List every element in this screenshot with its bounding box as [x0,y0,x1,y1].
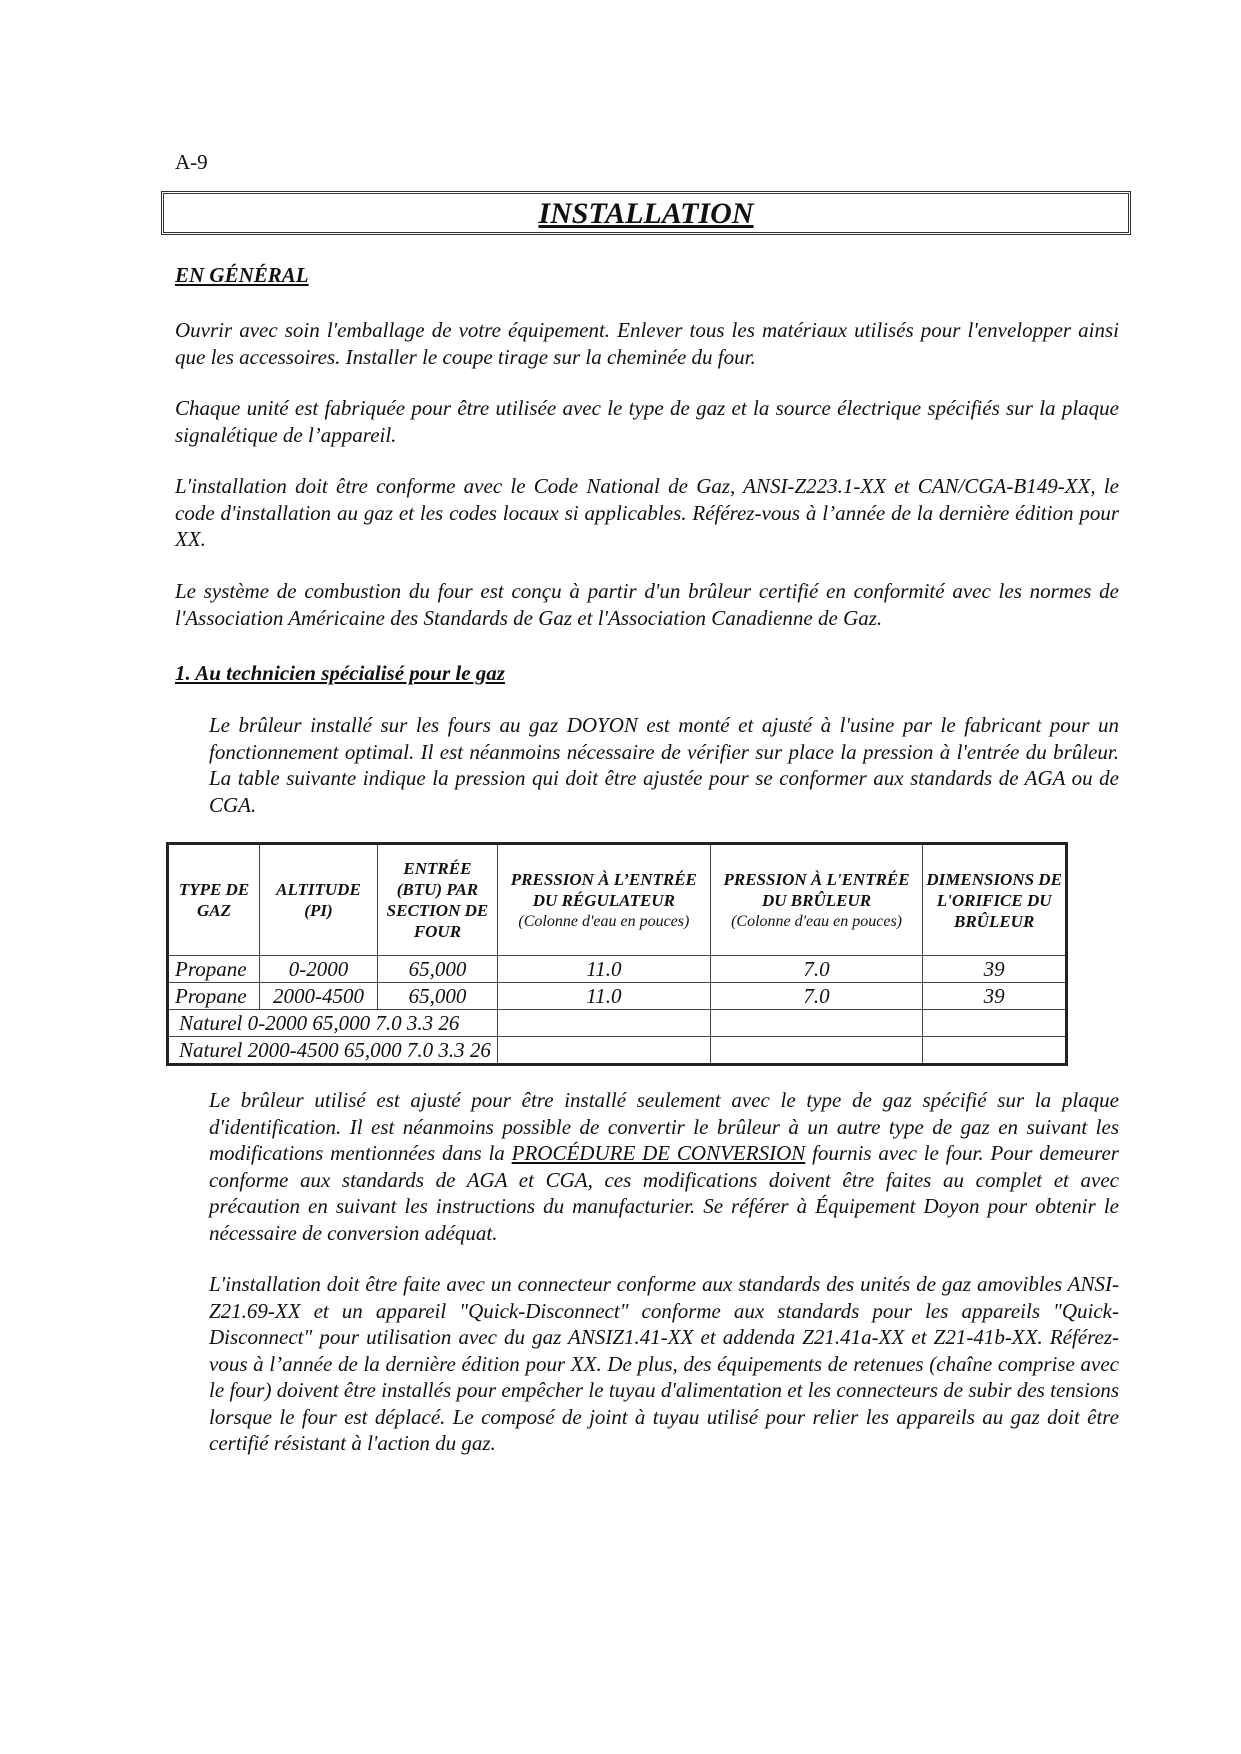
header-orifice-dimensions: DIMENSIONS DE L'ORIFICE DU BRÛLEUR [923,844,1067,956]
cell-gas-type: Propane [168,983,260,1010]
page-number: A-9 [175,150,208,174]
cell-burner-pressure: 7.0 [710,956,923,983]
cell-empty [923,1037,1067,1065]
cell-orifice: 39 [923,983,1067,1010]
gas-pressure-table [166,842,1068,1066]
section-heading: EN GÉNÉRAL [175,263,309,287]
intro-paragraph-1: Ouvrir avec soin l'emballage de votre équipement. Enlever tous les matériaux utilisés pour l'envelopper ainsi que les accessoires. Installer le coupe tirage sur la cheminée du four. [175,318,1119,369]
header-regulator-pressure [497,844,710,956]
subsection-paragraph: Le brûleur installé sur les fours au gaz DOYON est monté et ajusté à l'usine par le fabricant pour un fonctionnement optimal. Il est néanmoins nécessaire de vérifier sur place la pression à l'entrée du brûleur. La table suivante indique la pression qui doit être ajustée pour se conformer aux standards de AGA ou de CGA. [209,713,1119,817]
header-altitude: ALTITUDE (PI) [259,844,377,956]
header-burner-pressure-label: PRESSION À L'ENTRÉE DU BRÛLEUR [723,869,910,910]
header-burner-pressure [710,844,923,956]
table-row [168,1037,1067,1065]
cell-input-btu: 65,000 [377,956,497,983]
cell-empty [710,1010,923,1037]
header-gas-type: TYPE DE GAZ [168,844,260,956]
table-row [168,1010,1067,1037]
cell-regulator-pressure: 11.0 [497,956,710,983]
cell-altitude: 0-2000 [259,956,377,983]
cell-merged-row-text: Naturel 0-2000 65,000 7.0 3.3 26 [168,1010,498,1037]
cell-merged-row-text: Naturel 2000-4500 65,000 7.0 3.3 26 [168,1037,498,1065]
after-table-paragraph-2: L'installation doit être faite avec un connecteur conforme aux standards des unités de gaz amovibles ANSI-Z21.69-XX et un appareil "Quick-Disconnect" conforme aux standards pour les appareils "Quick-Disconnect" pour utilisation avec du gaz ANSIZ1.41-XX et addenda Z21.41a-XX et Z21-41b-XX. Référez-vous à l’année de la dernière édition pour XX. De plus, des équipements de retenues (chaîne comprise avec le four) doivent être installés pour empêcher le tuyau d'alimentation et les connecteurs de subir des tensions lorsque le four est déplacé. Le composé de joint à tuyau utilisé pour relier les appareils au gaz doit être certifié résistant à l'action du gaz. [209,1272,1119,1455]
header-input-btu: ENTRÉE (BTU) PAR SECTION DE FOUR [377,844,497,956]
cell-gas-type: Propane [168,956,260,983]
paragraph-text-before-reference: Le brûleur utilisé est ajusté pour être installé seulement avec le type de gaz spécifié sur la plaque d'identification. Il est néanmoins possible de convertir le brûleur à un autre type de gaz en suivant les modifications mentionnées dans la [209,1088,1119,1165]
cell-empty [497,1037,710,1065]
paragraph-text-after-reference: fournis avec le four. Pour demeurer conforme aux standards de AGA et CGA, ces modifications doivent être faites au complet et avec précaution en suivant les instructions du manufacturier. Se référer à Équipement Doyon pour obtenir le nécessaire de conversion adéquat. [209,1141,1119,1245]
cell-empty [497,1010,710,1037]
intro-paragraph-4: Le système de combustion du four est conçu à partir d'un brûleur certifié en conformité avec les normes de l'Association Américaine des Standards de Gaz et l'Association Canadienne de Gaz. [175,579,1119,630]
table-header-row [168,844,1067,956]
cell-altitude: 2000-4500 [259,983,377,1010]
intro-paragraph-3: L'installation doit être conforme avec le Code National de Gaz, ANSI-Z223.1-XX et CAN/CGA-B149-XX, le code d'installation au gaz et les codes locaux si applicables. Référez-vous à l’année de la dernière édition pour XX. [175,474,1119,551]
conversion-procedure-reference: PROCÉDURE DE CONVERSION [511,1141,806,1165]
cell-burner-pressure: 7.0 [710,983,923,1010]
page-title: INSTALLATION [538,197,754,230]
cell-regulator-pressure: 11.0 [497,983,710,1010]
title-box [161,191,1131,235]
header-regulator-pressure-unit: (Colonne d'eau en pouces) [518,912,690,930]
table-row [168,983,1067,1010]
after-table-paragraph-1 [209,1087,1119,1246]
header-regulator-pressure-label: PRESSION À L’ENTRÉE DU RÉGULATEUR [510,869,697,910]
subsection-heading: 1. Au technicien spécialisé pour le gaz [175,661,505,685]
cell-input-btu: 65,000 [377,983,497,1010]
header-burner-pressure-unit: (Colonne d'eau en pouces) [731,912,903,930]
intro-paragraph-2: Chaque unité est fabriquée pour être utilisée avec le type de gaz et la source électrique spécifiés sur la plaque signalétique de l’appareil. [175,396,1119,447]
cell-empty [710,1037,923,1065]
cell-empty [923,1010,1067,1037]
table-row [168,956,1067,983]
cell-orifice: 39 [923,956,1067,983]
